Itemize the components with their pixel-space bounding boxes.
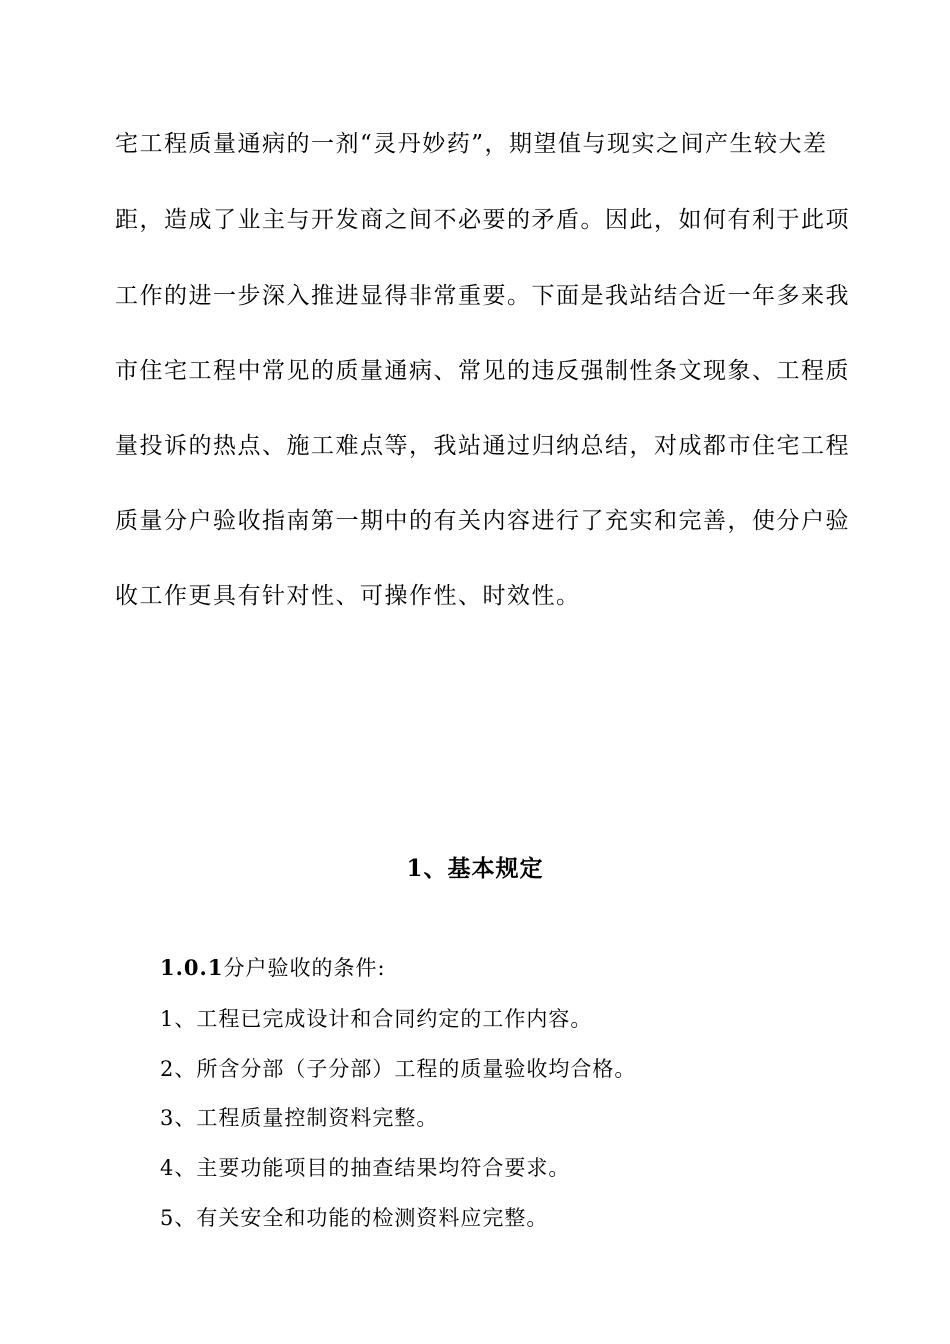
intro-line-7: 收工作更具有针对性、可操作性、时效性。 bbox=[115, 583, 581, 609]
section-heading: 1、基本规定 bbox=[406, 855, 544, 882]
list-item: 5、有关安全和功能的检测资料应完整。 bbox=[160, 1206, 549, 1230]
intro-line-3: 工作的进一步深入推进显得非常重要。下面是我站结合近一年多来我 bbox=[115, 283, 850, 309]
list-item: 1、工程已完成设计和合同约定的工作内容。 bbox=[160, 1007, 593, 1031]
list-item: 2、所含分部（子分部）工程的质量验收均合格。 bbox=[160, 1057, 637, 1081]
clause-number: 1.0.1 bbox=[160, 955, 224, 980]
list-item: 3、工程质量控制资料完整。 bbox=[160, 1106, 439, 1130]
list-item: 4、主要功能项目的抽查结果均符合要求。 bbox=[160, 1156, 571, 1180]
clause-title-text: 分户验收的条件: bbox=[223, 956, 386, 980]
intro-line-1: 宅工程质量通病的一剂“灵丹妙药”，期望值与现实之间产生较大差 bbox=[115, 131, 828, 157]
intro-line-4: 市住宅工程中常见的质量通病、常见的违反强制性条文现象、工程质 bbox=[115, 358, 850, 384]
intro-line-2: 距，造成了业主与开发商之间不必要的矛盾。因此，如何有利于此项 bbox=[115, 207, 850, 233]
intro-line-6: 质量分户验收指南第一期中的有关内容进行了充实和完善，使分户验 bbox=[115, 508, 850, 534]
intro-line-5: 量投诉的热点、施工难点等，我站通过归纳总结，对成都市住宅工程 bbox=[115, 433, 850, 459]
clause-title bbox=[160, 952, 386, 984]
